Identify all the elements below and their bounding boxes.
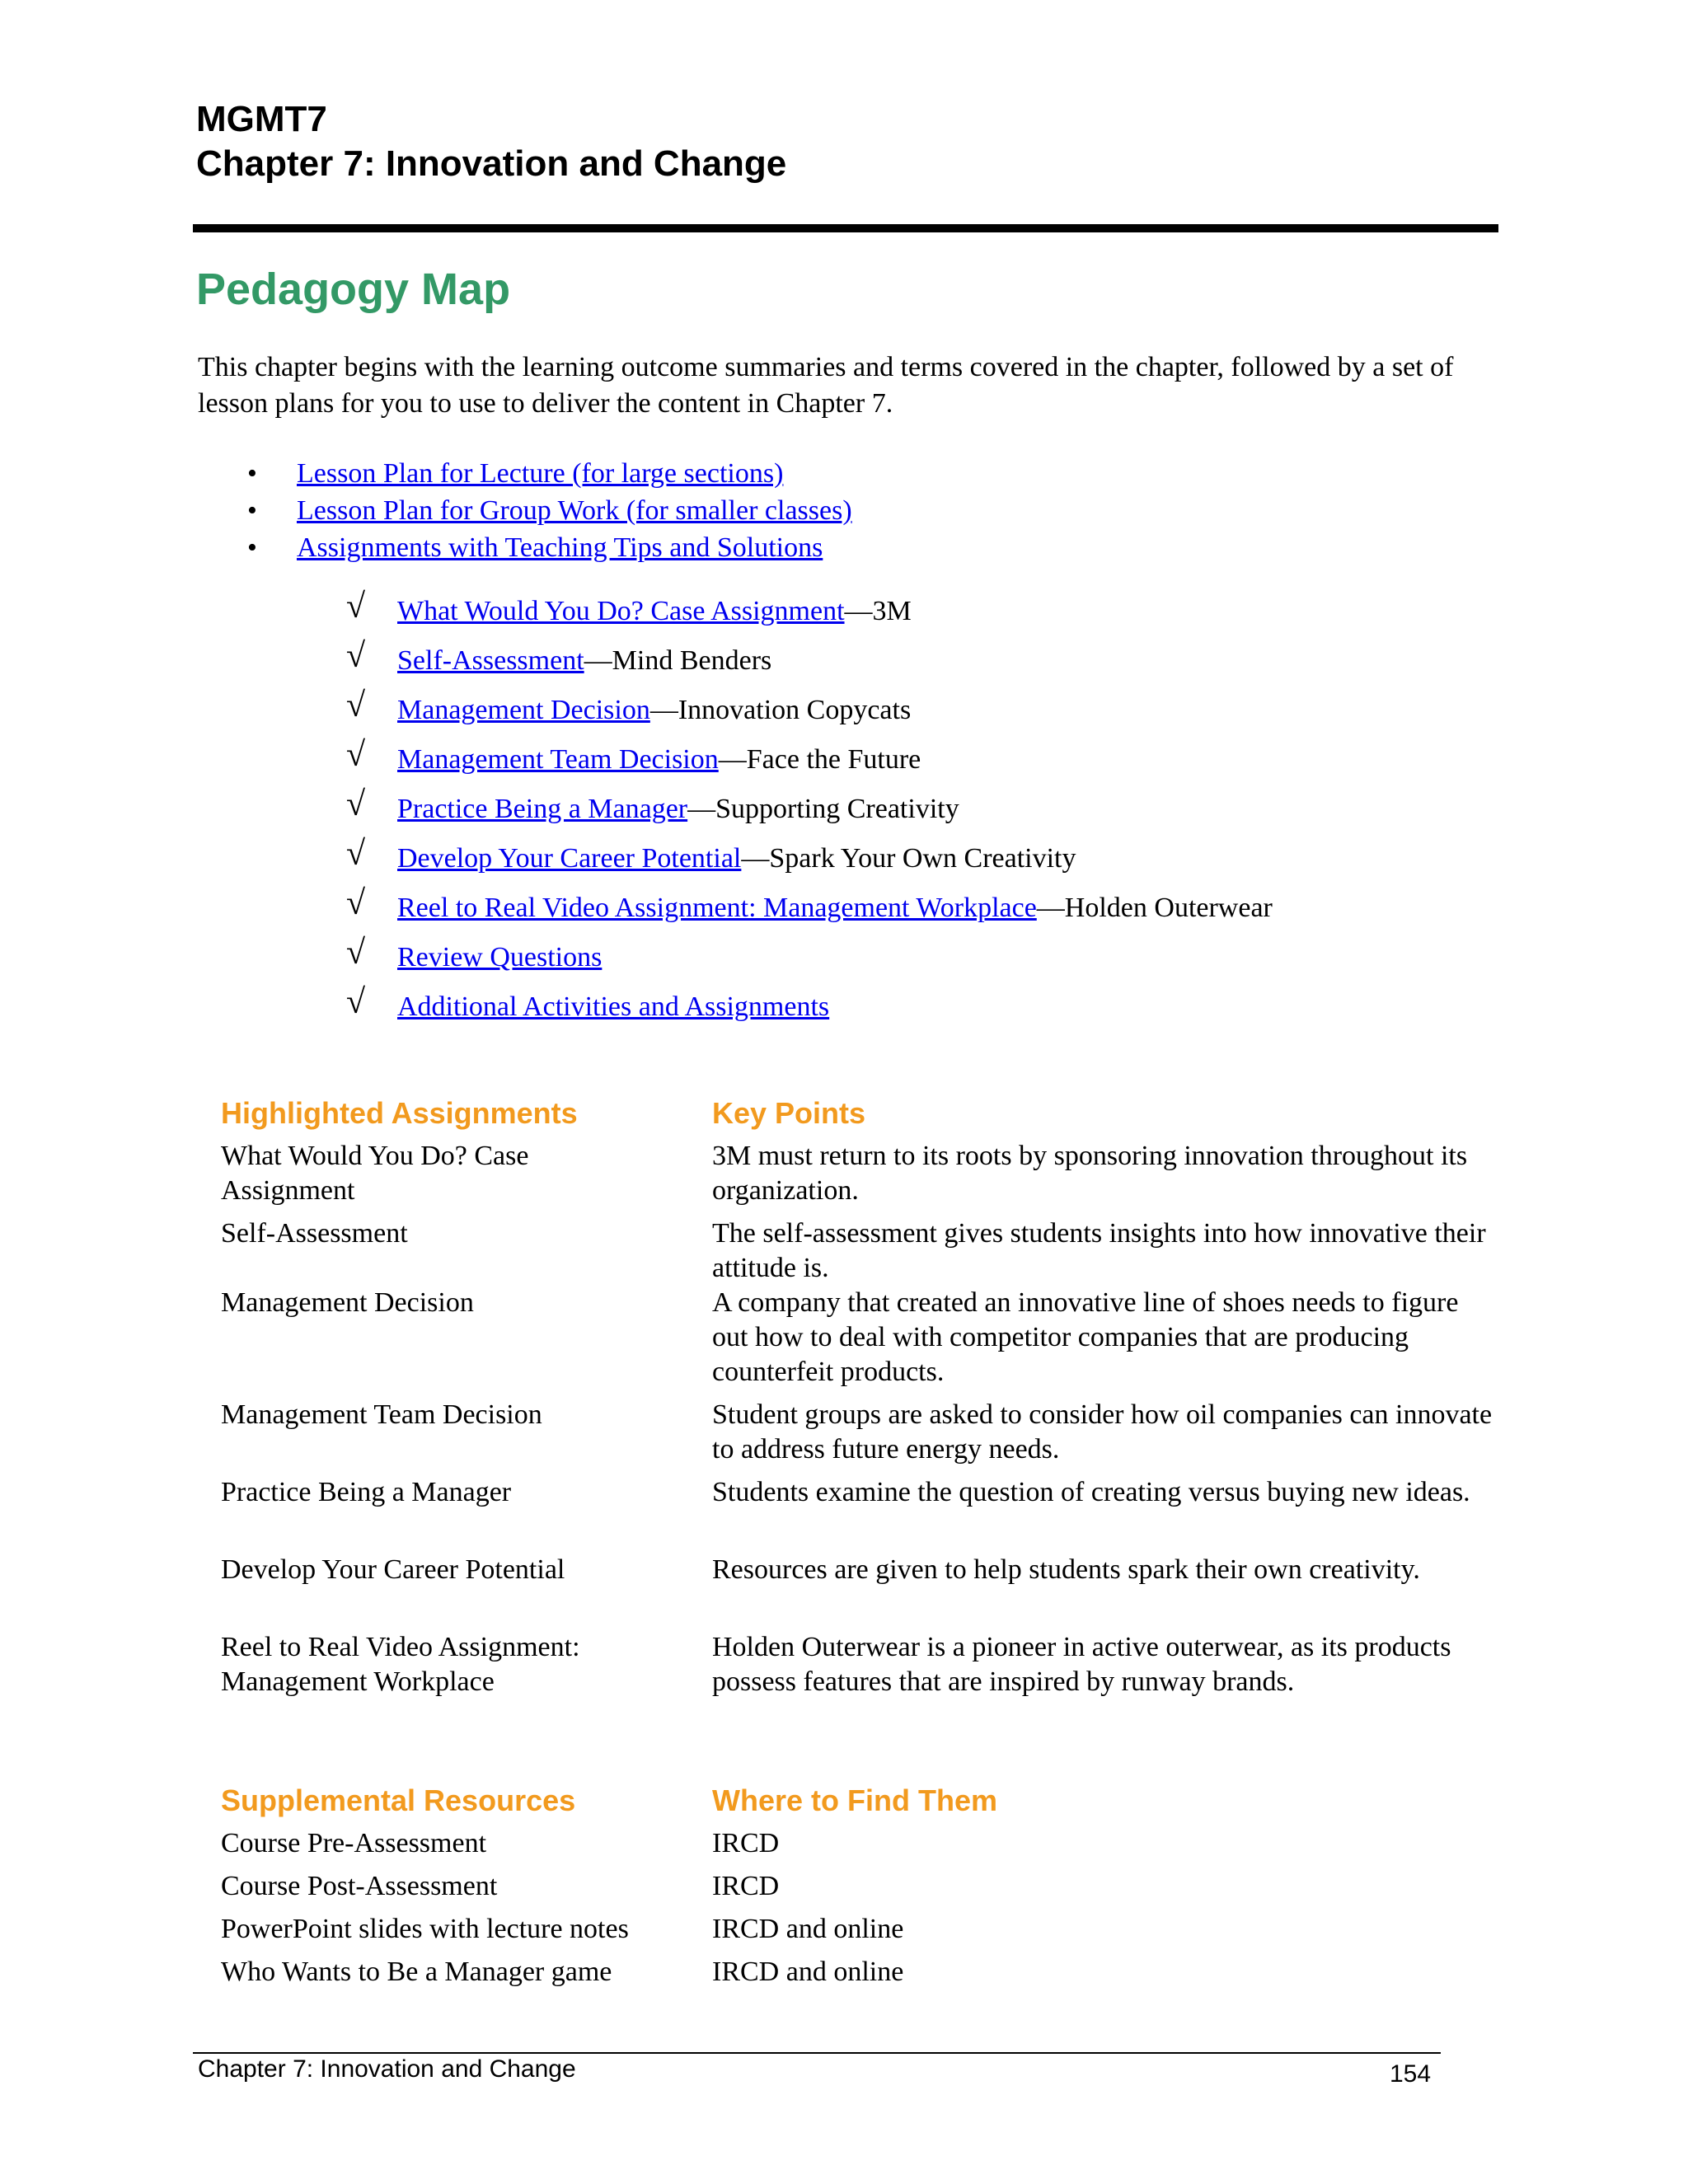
link-case-assignment[interactable]: What Would You Do? Case Assignment (397, 596, 845, 626)
table-cell: Students examine the question of creating versus buying new ideas. (712, 1477, 1470, 1507)
bullet-icon: • (247, 495, 257, 526)
list-item (241, 529, 852, 566)
checkmark-icon: √ (346, 736, 366, 774)
table-cell: Management Team Decision (221, 1399, 542, 1430)
table-cell: The self-assessment gives students insights into how innovative their attitude is. (712, 1218, 1486, 1283)
link-review-questions[interactable]: Review Questions (397, 942, 603, 972)
table-cell: 3M must return to its roots by sponsoring innovation throughout its organization. (712, 1141, 1468, 1206)
checkmark-icon: √ (346, 637, 366, 675)
checkmark-icon: √ (346, 785, 366, 823)
link-assignments[interactable]: Assignments with Teaching Tips and Solutions (297, 532, 823, 563)
item-suffix: —Spark Your Own Creativity (741, 843, 1076, 874)
link-lesson-plan-group-work[interactable]: Lesson Plan for Group Work (for smaller classes) (297, 495, 852, 526)
page-number: 154 (1390, 2060, 1432, 2088)
list-item (346, 636, 1273, 686)
checkmark-icon: √ (346, 588, 366, 626)
link-practice-being-manager[interactable]: Practice Being a Manager (397, 794, 688, 824)
table-cell: Course Post-Assessment (221, 1871, 498, 1901)
lesson-plan-list (241, 455, 852, 566)
item-suffix: —3M (844, 596, 912, 626)
link-lesson-plan-lecture[interactable]: Lesson Plan for Lecture (for large sections) (297, 458, 784, 489)
checkmark-icon: √ (346, 884, 366, 922)
table-cell: Course Pre-Assessment (221, 1828, 487, 1858)
item-suffix: —Supporting Creativity (687, 794, 959, 824)
footer-rule (193, 2052, 1441, 2054)
checkmark-icon: √ (346, 983, 366, 1021)
table-cell: IRCD (712, 1871, 780, 1901)
list-item (346, 933, 1273, 982)
table-cell: What Would You Do? Case Assignment (221, 1141, 529, 1206)
list-item (346, 735, 1273, 785)
page-header (196, 97, 786, 186)
table-cell: Reel to Real Video Assignment: Management Workplace (221, 1632, 580, 1697)
link-management-decision[interactable]: Management Decision (397, 695, 650, 725)
table-cell: IRCD (712, 1828, 780, 1858)
table-cell: Management Decision (221, 1287, 474, 1318)
table-cell: Holden Outerwear is a pioneer in active outerwear, as its products possess features that are inspired by runway brands. (712, 1632, 1451, 1697)
table-cell: Develop Your Career Potential (221, 1554, 565, 1585)
supplemental-resources-table (221, 1783, 1507, 1998)
column-header: Highlighted Assignments (221, 1096, 578, 1130)
assignment-checklist (346, 587, 1273, 1032)
list-item (241, 455, 852, 492)
link-self-assessment[interactable]: Self-Assessment (397, 645, 584, 676)
table-cell: Self-Assessment (221, 1218, 408, 1249)
list-item (241, 492, 852, 529)
table-cell: IRCD and online (712, 1957, 904, 1987)
column-header: Where to Find Them (712, 1783, 997, 1817)
table-cell: A company that created an innovative line of shoes needs to figure out how to deal with competitor companies that are producing counterfeit products. (712, 1287, 1459, 1387)
link-management-team-decision[interactable]: Management Team Decision (397, 744, 719, 775)
footer-chapter: Chapter 7: Innovation and Change (198, 2055, 576, 2083)
course-code: MGMT7 (196, 99, 327, 139)
table-cell: PowerPoint slides with lecture notes (221, 1914, 629, 1944)
item-suffix: —Face the Future (718, 744, 921, 775)
item-suffix: —Holden Outerwear (1036, 893, 1273, 923)
table-cell: IRCD and online (712, 1914, 904, 1944)
list-item (346, 587, 1273, 636)
header-rule (193, 224, 1498, 232)
checkmark-icon: √ (346, 934, 366, 972)
list-item (346, 883, 1273, 933)
column-header: Supplemental Resources (221, 1783, 576, 1817)
list-item (346, 785, 1273, 834)
column-header: Key Points (712, 1096, 866, 1130)
item-suffix: —Innovation Copycats (649, 695, 912, 725)
highlighted-assignments-table (221, 1096, 1507, 1722)
item-suffix: —Mind Benders (584, 645, 772, 676)
table-cell: Who Wants to Be a Manager game (221, 1957, 612, 1987)
chapter-title: Chapter 7: Innovation and Change (196, 143, 787, 184)
table-cell: Practice Being a Manager (221, 1477, 512, 1507)
bullet-icon: • (247, 532, 257, 563)
list-item (346, 982, 1273, 1032)
link-reel-to-real[interactable]: Reel to Real Video Assignment: Management Workplace (397, 893, 1037, 923)
list-item (346, 834, 1273, 883)
table-cell: Student groups are asked to consider how oil companies can innovate to address future energy needs. (712, 1399, 1493, 1465)
section-title: Pedagogy Map (196, 265, 511, 314)
list-item (346, 686, 1273, 735)
bullet-icon: • (247, 458, 257, 489)
table-cell: Resources are given to help students spark their own creativity. (712, 1554, 1420, 1585)
checkmark-icon: √ (346, 687, 366, 724)
link-additional-activities[interactable]: Additional Activities and Assignments (397, 991, 830, 1022)
intro-paragraph: This chapter begins with the learning outcome summaries and terms covered in the chapter, followed by a set of lesson plans for you to use to deliver the content in Chapter 7. (198, 352, 1454, 419)
link-career-potential[interactable]: Develop Your Career Potential (397, 843, 742, 874)
checkmark-icon: √ (346, 835, 366, 873)
